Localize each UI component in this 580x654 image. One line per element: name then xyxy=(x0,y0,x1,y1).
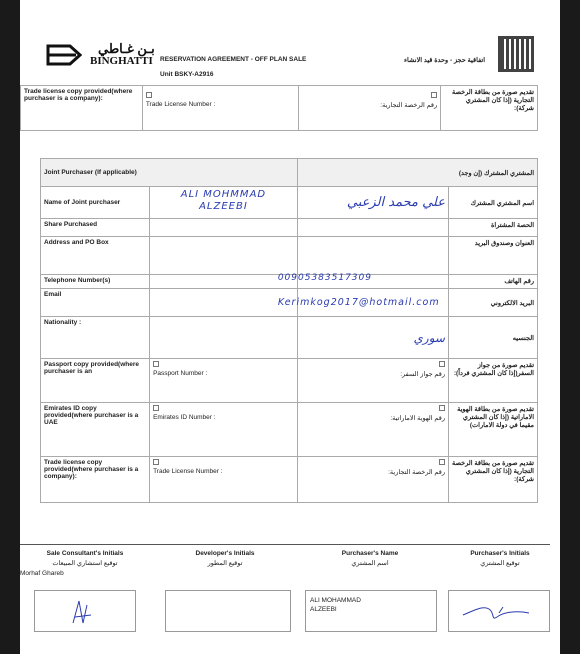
passport-label: Passport copy provided(where purchaser is an xyxy=(41,359,150,403)
joint-purchaser-table xyxy=(40,158,538,503)
joint-purchaser-heading: Joint Purchaser (If applicable) xyxy=(41,159,298,187)
joint-purchaser-name-label-ar: اسم المشتري المشترك xyxy=(448,187,537,219)
unit-number: Unit BSKY-A2916 xyxy=(160,71,214,78)
share-purchased-field-ar[interactable] xyxy=(297,219,448,237)
binghatti-logo-icon xyxy=(46,42,82,68)
consultant-signature-icon xyxy=(35,591,135,631)
purchaser-name-label-ar: اسم المشتري xyxy=(351,560,389,567)
joint-trade-license-label: Trade license copy provided(where purchaser is a company): xyxy=(41,457,150,503)
trade-license-checkbox-ar[interactable] xyxy=(431,92,437,98)
emirates-id-number-label: Emirates ID Number : xyxy=(153,414,216,421)
purchaser-initials-label: Purchaser's Initials xyxy=(470,550,530,557)
brand-name: BINGHATTI xyxy=(90,55,153,67)
sale-consultant-name: Morhaf Ghareb xyxy=(20,570,64,577)
emirates-id-label: Emirates ID copy provided(where purchaser is a UAE xyxy=(41,403,150,457)
sale-consultant-initials-label-ar: توقيع استشاري المبيعات xyxy=(52,560,118,567)
trade-license-number-label-ar: رقم الرخصة التجارية: xyxy=(380,102,438,109)
purchaser-name-value-1: ALI MOHAMMAD xyxy=(310,597,361,604)
address-label: Address and PO Box xyxy=(41,237,150,275)
joint-purchaser-name-en[interactable]: ALI MOHMMAD ALZEEBI xyxy=(180,189,267,212)
emirates-id-checkbox-ar[interactable] xyxy=(439,405,445,411)
telephone-label: Telephone Number(s) xyxy=(41,275,150,289)
telephone-value[interactable]: 00905383517309 xyxy=(277,273,372,283)
emirates-id-number-label-ar: رقم الهوية الاماراتية: xyxy=(390,415,445,422)
email-label: Email xyxy=(41,289,150,317)
document-title: RESERVATION AGREEMENT - OFF PLAN SALE xyxy=(160,56,307,63)
address-field-ar[interactable] xyxy=(297,237,448,275)
document-title-arabic: اتفاقية حجز - وحدة قيد الانشاء xyxy=(403,57,485,64)
passport-number-label: Passport Number : xyxy=(153,370,208,377)
passport-number-label-ar: رقم جواز السفر: xyxy=(400,371,445,378)
email-label-ar: البريد الالكتروني xyxy=(448,289,537,317)
trade-license-number-label: Trade License Number : xyxy=(145,101,216,108)
joint-purchaser-name-label: Name of Joint purchaser xyxy=(41,187,150,219)
passport-label-ar: تقديم صورة من جواز السفر(إذا كان المشتري فرداً): xyxy=(448,359,537,403)
passport-checkbox[interactable] xyxy=(153,361,159,367)
document-page xyxy=(20,0,560,654)
developer-initials-label: Developer's Initials xyxy=(195,550,255,557)
purchaser-initials-label-ar: توقيع المشتري xyxy=(480,560,520,567)
developer-initials-box[interactable] xyxy=(165,590,291,632)
sale-consultant-initials-label: Sale Consultant's Initials xyxy=(46,550,124,557)
nationality-label: Nationality : xyxy=(41,317,150,359)
email-value[interactable]: Kerimkog2017@hotmail.com xyxy=(277,297,440,308)
emirates-id-checkbox[interactable] xyxy=(153,405,159,411)
share-purchased-label: Share Purchased xyxy=(41,219,150,237)
joint-purchaser-heading-ar: المشتري المشترك (إن وجد) xyxy=(297,159,537,187)
joint-trade-license-label-ar: تقديم صورة من بطاقة الرخصة التجارية (إذا كان المشتري شركة): xyxy=(448,457,537,503)
purchaser-signature-icon xyxy=(449,591,549,631)
nationality-label-ar: الجنسيه xyxy=(448,317,537,359)
trade-license-label: Trade license copy provided(where purchaser is a company): xyxy=(21,86,143,131)
nationality-value[interactable]: سوري xyxy=(413,330,445,345)
passport-checkbox-ar[interactable] xyxy=(439,361,445,367)
share-purchased-field[interactable] xyxy=(150,219,298,237)
brand-arabic: بـن غـاطي xyxy=(98,41,155,56)
share-purchased-label-ar: الحصة المشتراة xyxy=(448,219,537,237)
trade-license-checkbox[interactable] xyxy=(146,92,152,98)
developer-initials-label-ar: توقيع المطور xyxy=(207,560,243,567)
joint-trade-license-number-label: Trade License Number : xyxy=(153,468,223,475)
joint-trade-license-checkbox-ar[interactable] xyxy=(439,459,445,465)
purchaser-name-label: Purchaser's Name xyxy=(341,550,399,557)
purchaser-initials-box[interactable] xyxy=(448,590,550,632)
purchaser-name-box[interactable] xyxy=(305,590,437,632)
sale-consultant-initials-box[interactable] xyxy=(34,590,136,632)
qr-code-icon xyxy=(498,36,534,72)
address-field[interactable] xyxy=(150,237,298,275)
purchaser-name-value-2: ALZEEBI xyxy=(310,606,337,613)
joint-trade-license-number-label-ar: رقم الرخصة التجارية: xyxy=(388,469,445,476)
trade-license-label-ar: تقديم صورة من بطاقة الرخصة التجارية (إذا كان المشتري شركة): xyxy=(441,86,538,131)
footer-divider xyxy=(20,544,550,545)
joint-purchaser-name-ar[interactable]: علي محمد الزعبي xyxy=(346,195,445,210)
emirates-id-label-ar: تقديم صورة من بطاقة الهوية الاماراتية (إذا كان المشتري مقيما في دولة الامارات) xyxy=(448,403,537,457)
address-label-ar: العنوان وصندوق البريد xyxy=(448,237,537,275)
company-trade-license-table xyxy=(20,85,538,131)
joint-trade-license-checkbox[interactable] xyxy=(153,459,159,465)
telephone-label-ar: رقم الهاتف xyxy=(448,275,537,289)
